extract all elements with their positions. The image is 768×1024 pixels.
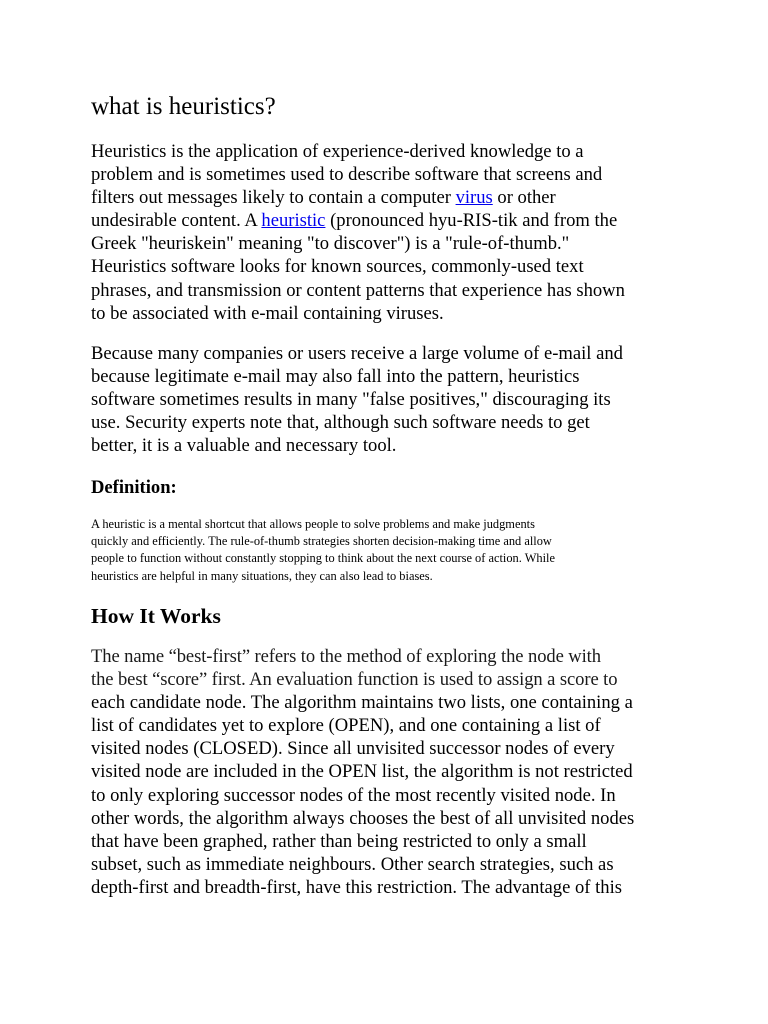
second-paragraph-line: use. Security experts note that, although such software needs to get (91, 412, 590, 434)
how-it-works-paragraph (91, 645, 681, 899)
intro-line: problem and is sometimes used to describe software that screens and (91, 164, 603, 186)
definition-paragraph (91, 516, 651, 585)
intro-line: filters out messages likely to contain a computer virus or other (91, 187, 556, 209)
intro-line: Greek "heuriskein" meaning "to discover") is a "rule-of-thumb." (91, 233, 570, 255)
how-it-works-line: to only exploring successor nodes of the most recently visited node. In (91, 784, 616, 806)
document-title: what is heuristics? (91, 93, 276, 120)
second-paragraph-line: Because many companies or users receive a large volume of e-mail and (91, 343, 623, 364)
second-paragraph-line: because legitimate e-mail may also fall into the pattern, heuristics (91, 366, 580, 388)
definition-heading: Definition: (91, 477, 177, 498)
link-heuristic[interactable]: heuristic (261, 210, 326, 232)
how-it-works-line: list of candidates yet to explore (OPEN), and one containing a list of (91, 715, 601, 737)
second-paragraph-line: software sometimes results in many "false positives," discouraging its (91, 389, 611, 411)
how-it-works-heading: How It Works (91, 604, 221, 628)
how-it-works-line: other words, the algorithm always chooses the best of all unvisited nodes (91, 807, 635, 829)
how-it-works-line: The name “best-first” refers to the method of exploring the node with (91, 646, 601, 667)
second-paragraph-line: better, it is a valuable and necessary tool. (91, 435, 397, 457)
how-it-works-line: the best “score” first. An evaluation function is used to assign a score to (91, 669, 618, 691)
intro-paragraph (91, 140, 681, 325)
intro-line: Heuristics is the application of experience-derived knowledge to a (91, 141, 584, 162)
intro-line: Heuristics software looks for known sources, commonly-used text (91, 256, 584, 278)
link-virus[interactable]: virus (455, 187, 493, 209)
second-paragraph (91, 342, 681, 457)
definition-line: heuristics are helpful in many situations, they can also lead to biases. (91, 568, 433, 583)
intro-line: to be associated with e-mail containing viruses. (91, 302, 444, 324)
intro-line: phrases, and transmission or content patterns that experience has shown (91, 279, 625, 301)
how-it-works-line: depth-first and breadth-first, have this restriction. The advantage of this (91, 876, 622, 898)
how-it-works-line: visited node are included in the OPEN list, the algorithm is not restricted (91, 761, 633, 783)
how-it-works-line: that have been graphed, rather than being restricted to only a small (91, 830, 587, 852)
how-it-works-line: visited nodes (CLOSED). Since all unvisited successor nodes of every (91, 738, 615, 760)
how-it-works-line: each candidate node. The algorithm maintains two lists, one containing a (91, 692, 633, 714)
definition-line: people to function without constantly stopping to think about the next course of action. While (91, 551, 555, 566)
definition-line: quickly and efficiently. The rule-of-thumb strategies shorten decision-making time and allow (91, 534, 552, 549)
how-it-works-line: subset, such as immediate neighbours. Other search strategies, such as (91, 853, 614, 875)
definition-line: A heuristic is a mental shortcut that allows people to solve problems and make judgments (91, 517, 535, 531)
intro-line: undesirable content. A heuristic (pronounced hyu-RIS-tik and from the (91, 210, 618, 232)
